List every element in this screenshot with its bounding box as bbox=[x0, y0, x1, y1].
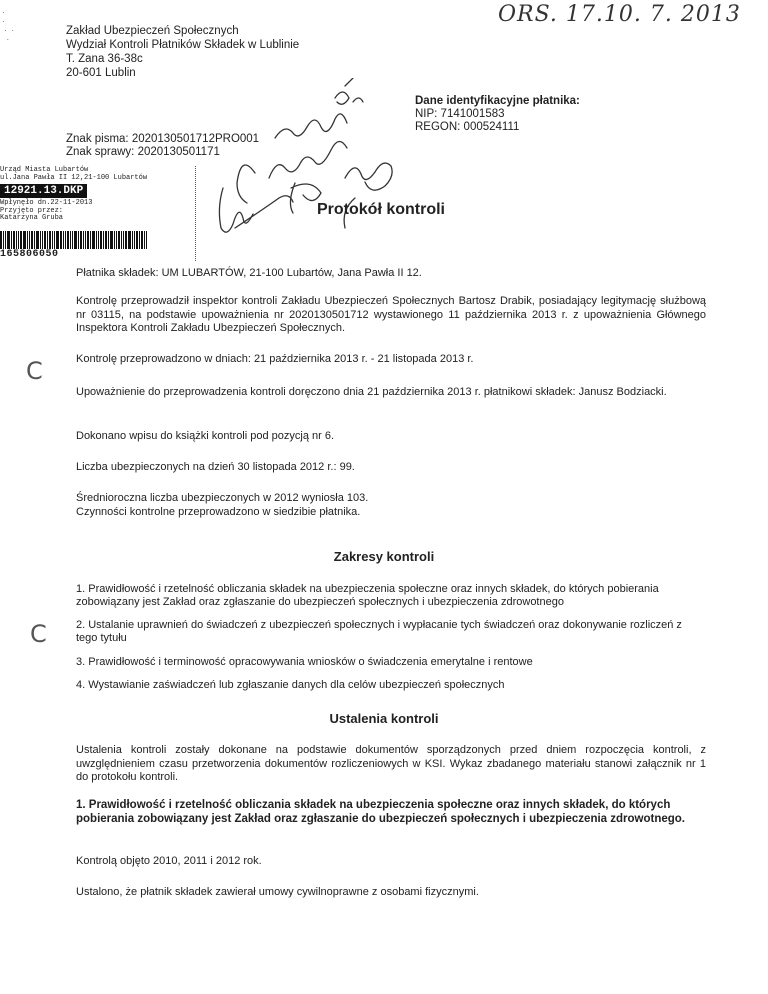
barcode-bar bbox=[87, 231, 89, 249]
findings-subheading: 1. Prawidłowość i rzetelność obliczania składek na ubezpieczenia społeczne oraz innych składek, do których pobierania zobowiązany jest Zakład oraz zgłaszanie do ubezpieczeń społecznych i ubezpieczenia zdrowotnego. bbox=[76, 799, 685, 825]
barcode-bar bbox=[85, 231, 86, 249]
barcode bbox=[0, 231, 200, 249]
sender-line: 20-601 Lublin bbox=[66, 67, 136, 79]
barcode-bar bbox=[42, 231, 43, 249]
barcode-bar bbox=[114, 231, 115, 249]
margin-mark: C bbox=[30, 620, 47, 648]
findings-paragraph: Ustalenia kontroli zostały dokonane na podstawie dokumentów sporządzonych przed dniem rozpoczęcia kontroli, z uwzględnieniem czasu przetworzenia dokumentów rozliczeniowych w KSI. Wykaz zbadanego materiału stanowi załącznik nr 1 do protokołu kontroli. bbox=[76, 744, 706, 783]
barcode-bar bbox=[118, 231, 120, 249]
scope-item: 3. Prawidłowość i terminowość opracowywania wniosków o świadczenia emerytalne i rentowe bbox=[76, 656, 533, 668]
barcode-bar bbox=[105, 231, 107, 249]
barcode-bar bbox=[52, 231, 53, 249]
barcode-bar bbox=[134, 231, 135, 249]
handwritten-signatures bbox=[195, 78, 425, 248]
inspector-paragraph: Kontrolę przeprowadził inspektor kontroli Zakładu Ubezpieczeń Społecznych Bartosz Drabik, posiadający legitymację służbową nr 03115, na podstawie upoważnienia nr 2020130501712 wystawionego 11 października 2013 r. z upoważnienia Głównego Inspektora Kontroli Zakładu Ubezpieczeń Społecznych. bbox=[76, 295, 706, 334]
sender-line: T. Zana 36-38c bbox=[66, 53, 143, 65]
payer-nip: NIP: 7141001583 bbox=[415, 108, 505, 120]
sender-line: Wydział Kontroli Płatników Składek w Lublinie bbox=[66, 39, 300, 51]
stamp-line: Urząd Miasta Lubartów bbox=[0, 166, 89, 174]
document-references bbox=[66, 133, 259, 159]
barcode-bar bbox=[78, 231, 79, 249]
punch-marks: · · · · · bbox=[2, 8, 14, 44]
insured-count-paragraph: Liczba ubezpieczonych na dzień 30 listopada 2012 r.: 99. bbox=[76, 461, 355, 473]
payer-id-heading: Dane identyfikacyjne płatnika: bbox=[415, 95, 580, 107]
barcode-bar bbox=[16, 231, 17, 249]
barcode-bar bbox=[29, 231, 30, 249]
barcode-bar bbox=[103, 231, 104, 249]
barcode-bar bbox=[123, 231, 124, 249]
average-insured-line: Średnioroczna liczba ubezpieczonych w 2012 wyniosła 103. bbox=[76, 492, 369, 504]
payer-identification bbox=[415, 95, 580, 134]
barcode-bar bbox=[40, 231, 41, 249]
scope-item: 2. Ustalanie uprawnień do świadczeń z ubezpieczeń społecznych i wypłacanie tych świadczeń oraz dokonywanie rozliczeń z tego tytułu bbox=[76, 619, 682, 644]
barcode-number: 165806050 bbox=[0, 249, 59, 260]
stamp-line: ul.Jana Pawła II 12,21-100 Lubartów bbox=[0, 173, 148, 182]
scope-item: 4. Wystawianie zaświadczeń lub zgłaszanie danych dla celów ubezpieczeń społecznych bbox=[76, 679, 505, 691]
receipt-stamp bbox=[0, 167, 200, 223]
barcode-bar bbox=[136, 231, 138, 249]
sender-line: Zakład Ubezpieczeń Społecznych bbox=[66, 25, 239, 37]
stamp-border bbox=[195, 166, 196, 261]
letter-reference: Znak pisma: 2020130501712PRO001 bbox=[66, 133, 260, 145]
barcode-bar bbox=[144, 231, 145, 249]
barcode-bar bbox=[83, 231, 84, 249]
barcode-bar bbox=[121, 231, 122, 249]
scope-item: 1. Prawidłowość i rzetelność obliczania składek na ubezpieczenia społeczne oraz innych składek, do których pobierania zobowiązany jest Zakład oraz zgłaszanie do ubezpieczeń społecznych i ubezpieczenia zdrowotnego bbox=[76, 583, 659, 608]
barcode-bar bbox=[70, 231, 71, 249]
control-dates-paragraph: Kontrolę przeprowadzono w dniach: 21 października 2013 r. - 21 listopada 2013 r. bbox=[76, 353, 474, 365]
barcode-bar bbox=[23, 231, 26, 249]
barcode-bar bbox=[11, 231, 12, 249]
control-book-paragraph: Dokonano wpisu do książki kontroli pod pozycją nr 6. bbox=[76, 430, 335, 442]
handwritten-date-note: ORS. 17.10. 7. 2013 bbox=[498, 2, 741, 27]
stamp-line: Wpłynęło dn.22-11-2013 bbox=[0, 199, 93, 207]
payer-line: Płatnika składek: UM LUBARTÓW, 21-100 Lubartów, Jana Pawła II 12. bbox=[76, 267, 422, 279]
barcode-bar bbox=[63, 231, 64, 249]
control-location-line: Czynności kontrolne przeprowadzono w siedzibie płatnika. bbox=[76, 506, 361, 518]
barcode-bar bbox=[49, 231, 51, 249]
barcode-bar bbox=[20, 231, 22, 249]
findings-contracts: Ustalono, że płatnik składek zawierał umowy cywilnoprawne z osobami fizycznymi. bbox=[76, 886, 479, 898]
barcode-bar bbox=[80, 231, 82, 249]
barcode-bar bbox=[116, 231, 117, 249]
barcode-bar bbox=[96, 231, 97, 249]
barcode-bar bbox=[72, 231, 73, 249]
barcode-bar bbox=[98, 231, 99, 249]
barcode-bar bbox=[27, 231, 28, 249]
barcode-bar bbox=[67, 231, 69, 249]
barcode-bar bbox=[18, 231, 19, 249]
barcode-bar bbox=[65, 231, 66, 249]
barcode-bar bbox=[146, 231, 147, 249]
document-title: Protokół kontroli bbox=[317, 201, 445, 218]
barcode-bar bbox=[110, 231, 113, 249]
barcode-bar bbox=[108, 231, 109, 249]
barcode-bar bbox=[5, 231, 6, 249]
barcode-bar bbox=[132, 231, 133, 249]
barcode-bar bbox=[60, 231, 62, 249]
barcode-bar bbox=[141, 231, 143, 249]
barcode-bar bbox=[3, 231, 4, 249]
authorization-paragraph: Upoważnienie do przeprowadzenia kontroli doręczono dnia 21 października 2013 r. płatnikowi składek: Janusz Bodziacki. bbox=[76, 386, 667, 398]
case-reference: Znak sprawy: 2020130501171 bbox=[66, 146, 220, 158]
barcode-bar bbox=[125, 231, 127, 249]
barcode-bar bbox=[74, 231, 77, 249]
barcode-bar bbox=[139, 231, 140, 249]
stamp-line: Przyjęto przez: bbox=[0, 206, 64, 215]
barcode-bar bbox=[128, 231, 131, 249]
stamp-code: 12921.13.DKP bbox=[0, 184, 87, 198]
barcode-bar bbox=[7, 231, 10, 249]
stamp-line: Katarzyna Gruba bbox=[0, 214, 64, 222]
barcode-bar bbox=[90, 231, 91, 249]
barcode-bar bbox=[31, 231, 33, 249]
barcode-bar bbox=[100, 231, 102, 249]
barcode-bar bbox=[34, 231, 35, 249]
barcode-bar bbox=[54, 231, 55, 249]
margin-mark: C bbox=[26, 357, 43, 385]
barcode-bar bbox=[44, 231, 46, 249]
findings-heading: Ustalenia kontroli bbox=[329, 711, 439, 726]
barcode-bar bbox=[13, 231, 15, 249]
barcode-bar bbox=[0, 231, 2, 249]
sender-address bbox=[66, 24, 299, 80]
findings-years: Kontrolą objęto 2010, 2011 i 2012 rok. bbox=[76, 855, 262, 867]
payer-regon: REGON: 000524111 bbox=[415, 121, 520, 133]
barcode-bar bbox=[92, 231, 95, 249]
scope-heading: Zakresy kontroli bbox=[333, 549, 435, 564]
barcode-bar bbox=[56, 231, 59, 249]
barcode-bar bbox=[36, 231, 39, 249]
barcode-bar bbox=[47, 231, 48, 249]
